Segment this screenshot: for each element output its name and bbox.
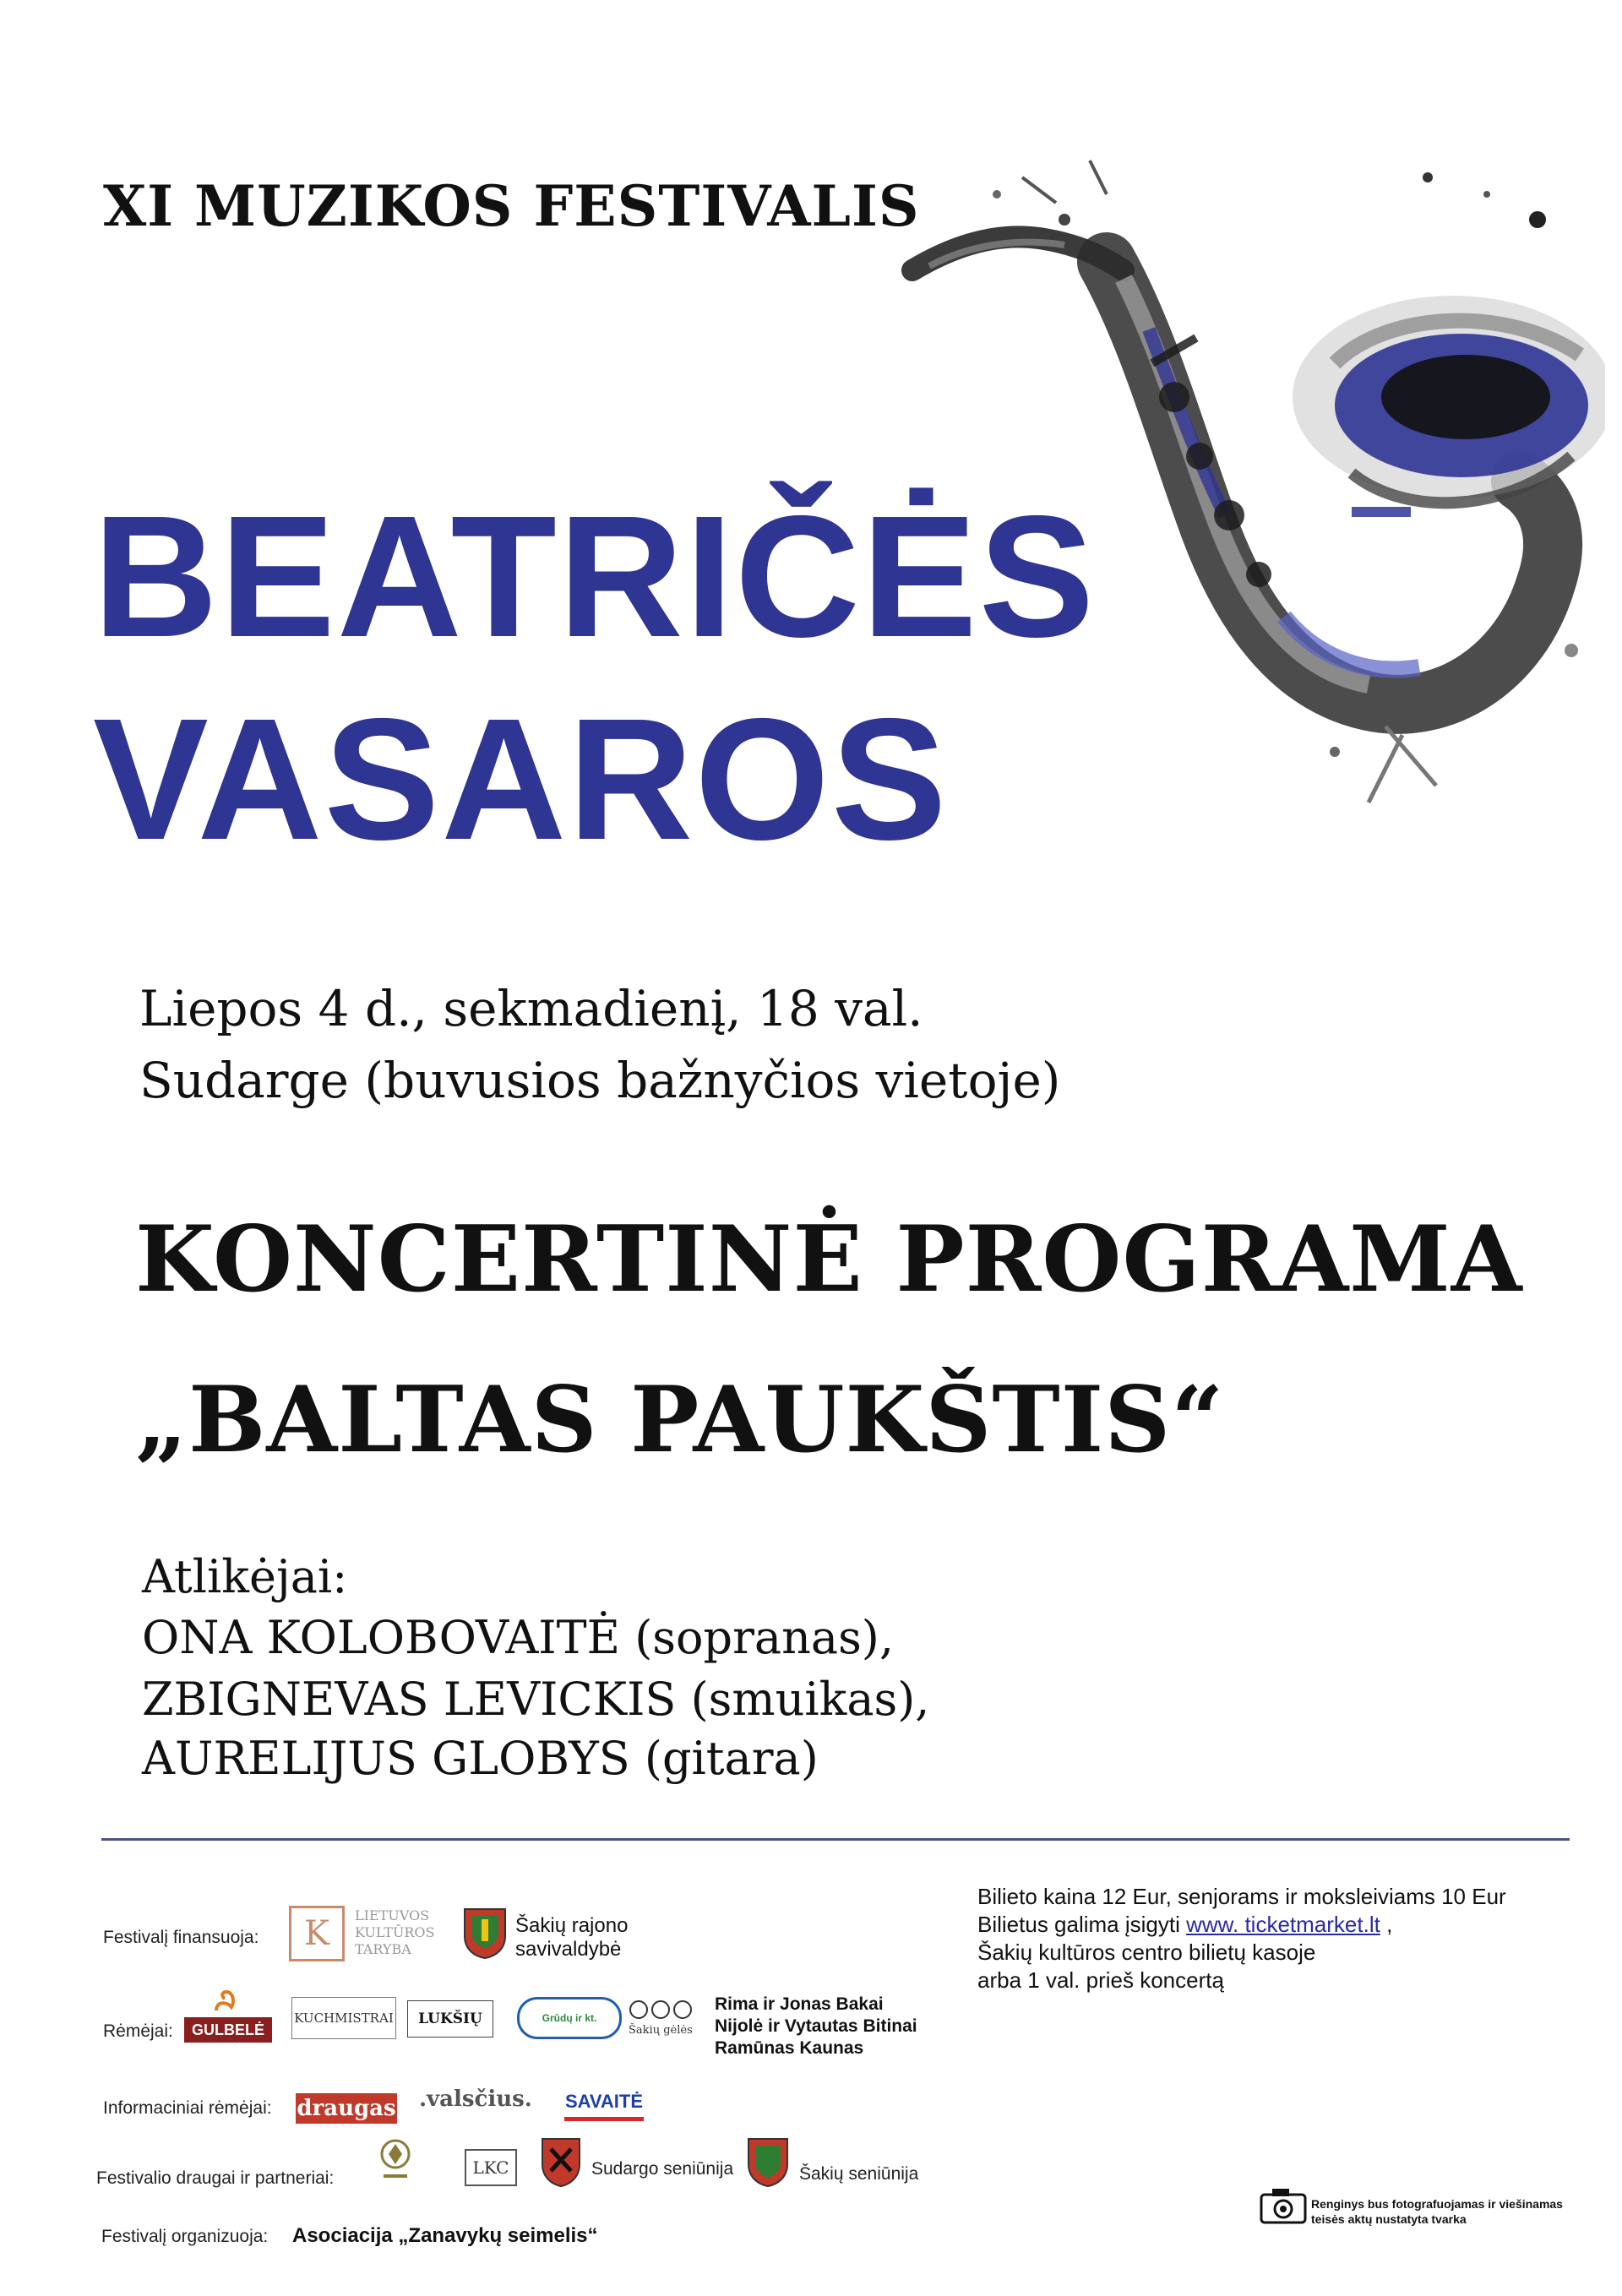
savaite-logo-text: SAVAITĖ [564,2091,644,2112]
program-name: „BALTAS PAUKŠTIS“ [135,1367,1225,1473]
sakiu-seniunija-text: Šakių seniūnija [799,2164,919,2184]
ticket-door: arba 1 val. prieš koncertą [977,1967,1224,1993]
saxophone-bell [1293,296,1605,503]
festival-label: XI MUZIKOS FESTIVALIS [103,173,920,239]
lkt-line: LIETUVOS [355,1907,430,1923]
performer: AURELIJUS GLOBYS (gitara) [142,1732,819,1785]
sudargo-text: Sudargo seniūnija [591,2159,734,2179]
ticket-price: Bilieto kaina 12 Eur, senjorams ir moksleiviams 10 Eur [977,1884,1506,1909]
ticket-buy-suffix: , [1386,1912,1393,1937]
draugas-logo-text: draugas [297,2096,396,2121]
organizer-name: Asociacija „Zanavykų seimelis“ [292,2224,598,2247]
program-title: KONCERTINĖ PROGRAMA [135,1206,1523,1313]
gulbele-logo [184,2017,272,2043]
supporter-name: Nijolė ir Vytautas Bitinai [715,2016,917,2036]
title-line-2: VASAROS [93,683,949,876]
photo-notice-line: teisės aktų nustatyta tvarka [1311,2212,1467,2226]
draugas-logo [296,2093,397,2124]
lkc-logo [465,2149,517,2186]
supporters-label: Rėmėjai: [103,2021,173,2041]
swan-icon [210,1987,243,2016]
funded-by-label: Festivalį finansuoja: [103,1928,259,1947]
kuchmistrai-logo-text: KUCHMISTRAI [294,2010,394,2026]
lkc-logo-text: LKC [472,2157,509,2178]
lkt-logo-text [355,1907,434,1958]
lkt-line: KULTŪROS [355,1924,435,1940]
photo-notice [1311,2196,1563,2227]
sakiu-seniunija-coat-of-arms-icon [747,2137,789,2188]
sudargo-coat-of-arms-icon [541,2137,581,2188]
flowers-icon [627,1999,694,2021]
gulbele-logo-text: GULBELĖ [191,2021,264,2038]
title-line-1: BEATRIČĖS [93,480,1097,673]
organizer-label: Festivalį organizuoja: [101,2227,269,2246]
ticket-office: Šakių kultūros centro bilietų kasoje [977,1940,1316,1965]
sakiai-coat-of-arms-icon [463,1907,507,1960]
valscius-logo: .valsčius. [419,2087,532,2112]
photo-notice-line: Renginys bus fotografuojamas ir viešinamas [1311,2197,1563,2211]
ticketmarket-link[interactable]: www. ticketmarket.lt [1186,1912,1380,1937]
lkt-line: TARYBA [355,1941,411,1957]
camera-icon [1259,2186,1308,2225]
luksiu-logo-text: LUKŠIŲ [418,2010,482,2027]
municipality-text [515,1914,628,1961]
event-place: Sudarge (buvusios bažnyčios vietoje) [139,1052,1061,1109]
supporter-name: Ramūnas Kaunas [715,2038,864,2058]
lkt-logo [289,1906,345,1961]
ticket-buy-prefix: Bilietus galima įsigyti [977,1912,1180,1937]
divider [101,1838,1570,1841]
luksiu-logo [407,2000,493,2038]
savaite-logo [564,2087,644,2121]
culture-center-emblem-icon [378,2137,412,2183]
supporter-name: Rima ir Jonas Bakai [715,1994,884,2014]
performers-label: Atlikėjai: [142,1550,348,1603]
municipality-line: Šakių rajono [515,1914,629,1937]
sakiu-geles-text: Šakių gėlės [629,2024,693,2037]
event-date: Liepos 4 d., sekmadienį, 18 val. [139,980,923,1037]
ticket-buy-line [977,1912,1392,1938]
friends-label: Festivalio draugai ir partneriai: [96,2168,335,2188]
grudai-logo-text: Grūdų ir kt. [542,2012,597,2024]
supporter-names [715,1994,917,2059]
grudai-logo [517,1997,622,2039]
kuchmistrai-logo [291,1997,396,2039]
municipality-line: savivaldybė [515,1938,622,1961]
performer: ZBIGNEVAS LEVICKIS (smuikas), [142,1673,930,1726]
lkt-logo-letter: K [304,1914,329,1953]
media-label: Informaciniai rėmėjai: [103,2098,272,2118]
performer: ONA KOLOBOVAITĖ (sopranas), [142,1611,895,1664]
